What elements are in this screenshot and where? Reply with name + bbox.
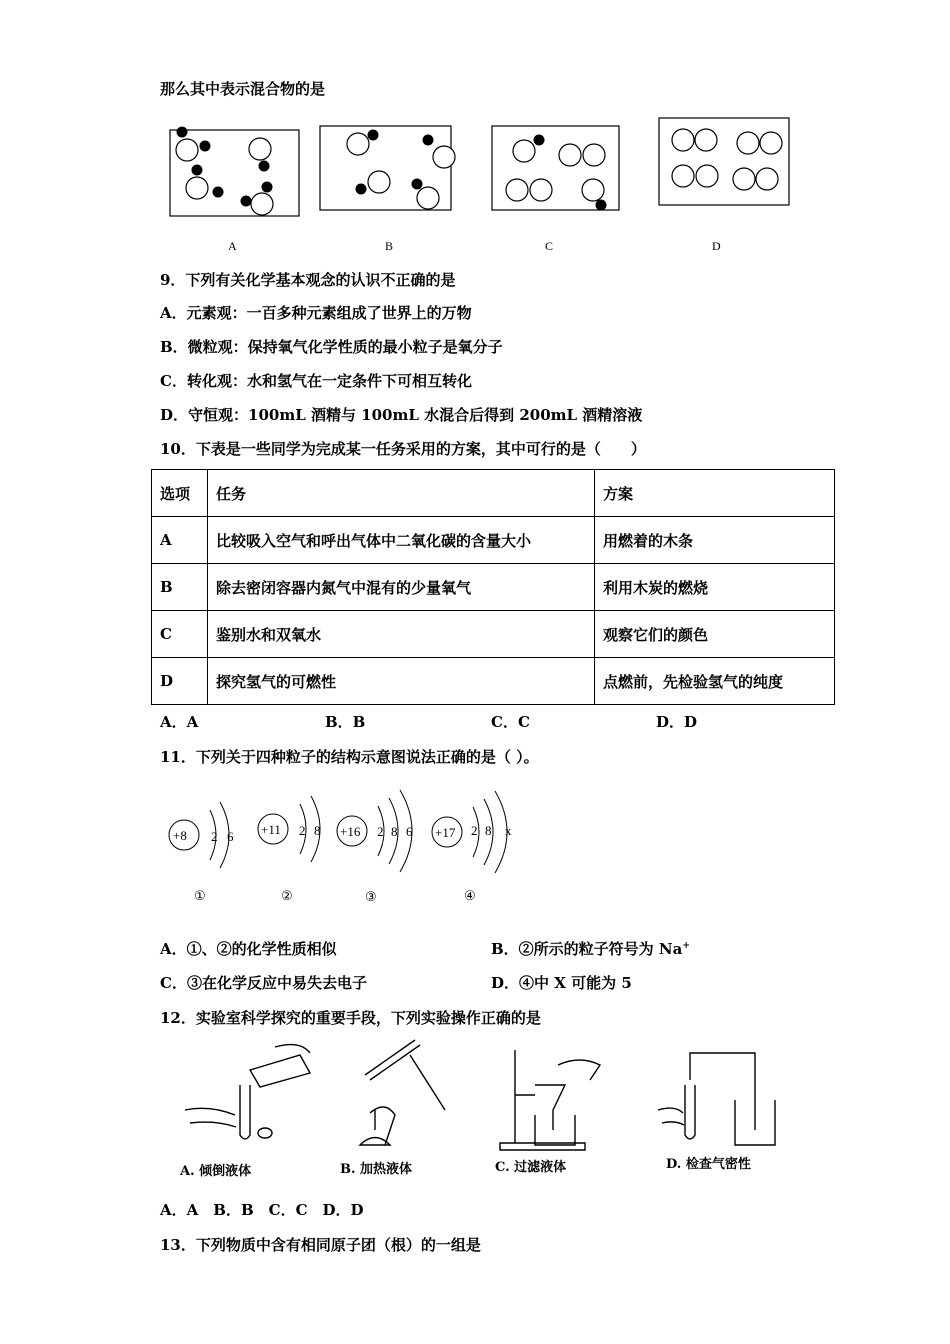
atom1-shell: 2: [211, 829, 218, 844]
table-cell: 点燃前，先检验氢气的纯度: [595, 658, 835, 705]
atom4-shell: x: [505, 823, 512, 838]
q12-label-b: B. 加热液体: [340, 1162, 413, 1177]
q11-option-a: A．①、②的化学性质相似: [160, 940, 337, 958]
q12-label-a: A. 倾倒液体: [180, 1164, 252, 1179]
atom4-shell: 2: [471, 823, 478, 838]
table-cell: 观察它们的颜色: [595, 611, 835, 658]
q9-option-d: D．守恒观：100mL 酒精与 100mL 水混合后得到 200mL 酒精溶液: [160, 406, 643, 424]
atom3-shell: 8: [391, 824, 398, 839]
table-cell: B: [152, 564, 208, 611]
atom3-nucleus: +16: [340, 824, 361, 839]
intro-text: 那么其中表示混合物的是: [160, 80, 326, 98]
table-header-cell: 任务: [208, 470, 595, 517]
q8-label-b: B: [385, 239, 394, 253]
table-row: [152, 658, 835, 705]
atom4-label: ④: [464, 888, 476, 903]
table-row: [152, 611, 835, 658]
table-header-cell: 方案: [595, 470, 835, 517]
atom2-label: ②: [281, 888, 293, 903]
table-row: [152, 517, 835, 564]
q9-option-b: B．微粒观：保持氧气化学性质的最小粒子是氧分子: [160, 338, 503, 356]
table-cell: D: [152, 658, 208, 705]
q13-stem: 13．下列物质中含有相同原子团（根）的一组是: [160, 1236, 481, 1254]
table-header-cell: 选项: [152, 470, 208, 517]
atom3-label: ③: [365, 889, 377, 904]
q11-option-d: D．④中 X 可能为 5: [491, 974, 632, 992]
lab-operation-figures: [170, 1035, 790, 1185]
atom4-shell: 8: [485, 823, 492, 838]
atom3-shell: 2: [377, 824, 384, 839]
q9-option-c: C．转化观：水和氢气在一定条件下可相互转化: [160, 372, 472, 390]
atom2-shell: 2: [299, 823, 306, 838]
table-cell: 利用木炭的燃烧: [595, 564, 835, 611]
q10-answer-d: D．D: [656, 713, 698, 731]
table-cell: A: [152, 517, 208, 564]
table-row: [152, 564, 835, 611]
table-cell: 鉴别水和双氧水: [208, 611, 595, 658]
table-cell: 比较吸入空气和呼出气体中二氧化碳的含量大小: [208, 517, 595, 564]
q10-stem: 10．下表是一些同学为完成某一任务采用的方案，其中可行的是（ ）: [160, 440, 646, 458]
atom2-nucleus: +11: [261, 822, 281, 837]
table-header-row: [152, 470, 835, 517]
atom1-label: ①: [194, 888, 206, 903]
q10-answer-a: A．A: [160, 713, 199, 731]
q12-stem: 12．实验室科学探究的重要手段，下列实验操作正确的是: [160, 1009, 541, 1027]
q11-stem: 11．下列关于四种粒子的结构示意图说法正确的是（ ）。: [160, 748, 539, 766]
atom3-shell: 6: [406, 824, 413, 839]
atom4-nucleus: +17: [435, 825, 456, 840]
atom2-shell: 8: [314, 823, 321, 838]
q8-label-d: D: [712, 239, 721, 253]
atom-structure-diagrams: [160, 780, 530, 910]
q8-label-c: C: [545, 239, 554, 253]
atom1-nucleus: +8: [173, 828, 187, 843]
q10-answer-c: C．C: [491, 713, 530, 731]
q11-option-b: B．②所示的粒子符号为 Na+: [491, 940, 690, 958]
q12-answers: A．A B．B C．C D．D: [160, 1201, 364, 1219]
q12-label-d: D. 检查气密性: [666, 1157, 751, 1172]
particle-diagrams: [160, 110, 810, 260]
q9-stem: 9．下列有关化学基本观念的认识不正确的是: [160, 271, 456, 289]
q9-option-a: A．元素观：一百多种元素组成了世界上的万物: [160, 304, 472, 322]
q10-table: [151, 469, 835, 705]
q11-option-c: C．③在化学反应中易失去电子: [160, 974, 367, 992]
table-cell: 探究氢气的可燃性: [208, 658, 595, 705]
q12-label-c: C. 过滤液体: [495, 1160, 567, 1175]
table-cell: 除去密闭容器内氮气中混有的少量氧气: [208, 564, 595, 611]
q8-label-a: A: [228, 239, 237, 253]
table-cell: 用燃着的木条: [595, 517, 835, 564]
q10-answer-b: B．B: [325, 713, 366, 731]
table-cell: C: [152, 611, 208, 658]
atom1-shell: 6: [227, 829, 234, 844]
